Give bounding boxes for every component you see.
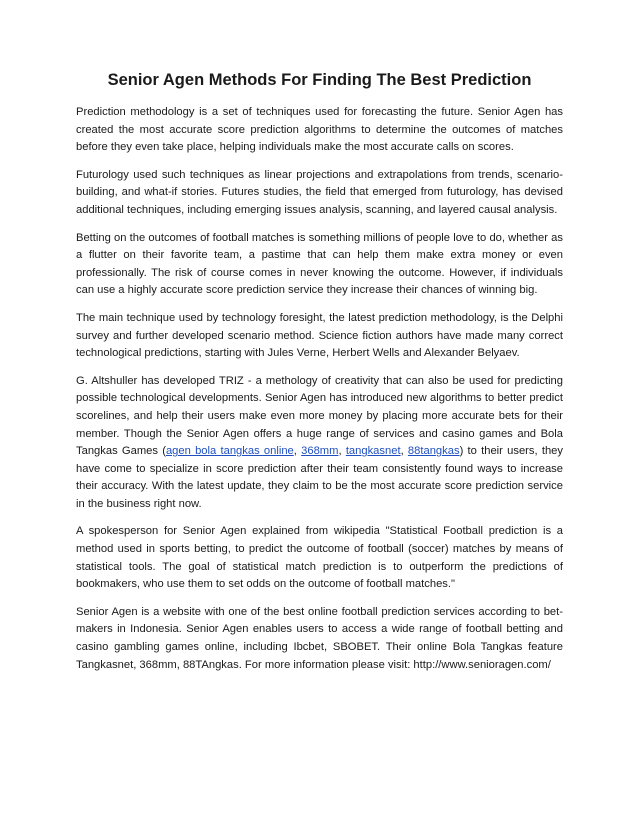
paragraph-3: Betting on the outcomes of football matches is something millions of people love to do, whether as a flutter on their favorite team, a pastime that can help them make extra money or even professionally. The risk of course comes in never knowing the outcome. However, if individuals can use a highly accurate score prediction service they increase their chances of winning big. bbox=[76, 231, 563, 297]
paragraph-5-text-after: ) to their users, they have come to specialize in score prediction after their team consistently found ways to increase their accuracy. With the latest update, they claim to be the most accurate score prediction service in the business right now. bbox=[76, 445, 563, 510]
document-title: Senior Agen Methods For Finding The Best Prediction bbox=[107, 71, 532, 89]
link-separator: , bbox=[338, 445, 346, 458]
link-separator: , bbox=[400, 445, 408, 458]
paragraph-5 bbox=[76, 373, 563, 514]
paragraph-2: Futurology used such techniques as linear projections and extrapolations from trends, scenario-building, and what-if stories. Futures studies, the field that emerged from futurology, has devised additional techniques, including emerging issues analysis, scanning, and layered causal analysis. bbox=[76, 168, 563, 216]
paragraph-7: Senior Agen is a website with one of the best online football prediction services according to bet-makers in Indonesia. Senior Agen enables users to access a wide range of football betting and casino gambling games online, including Ibcbet, SBOBET. Their online Bola Tangkas feature Tangkasnet, 368mm, 88TAngkas. For more information please visit: http://www.senioragen.com/ bbox=[76, 605, 563, 671]
paragraph-4: The main technique used by technology foresight, the latest prediction methodology, is the Delphi survey and further developed scenario method. Science fiction authors have made many correct technological predictions, starting with Jules Verne, Herbert Wells and Alexander Belyaev. bbox=[76, 311, 563, 360]
paragraph-5-text-before: G. Altshuller has developed TRIZ - a methology of creativity that can also be used for predicting possible technological developments. Senior Agen has introduced new algorithms to better predict scorelines, and help their users make even more money by placing more accurate bets for their member. Though the Senior Agen offers a huge range of services and casino games and Bola Tangkas Games ( bbox=[76, 374, 563, 458]
link-tangkasnet[interactable]: tangkasnet bbox=[345, 445, 401, 458]
link-agen-bola-tangkas-online[interactable]: agen bola tangkas online bbox=[165, 445, 294, 458]
paragraph-6: A spokesperson for Senior Agen explained from wikipedia "Statistical Football prediction is a method used in sports betting, to predict the outcome of football (soccer) matches by means of statistical tools. The goal of statistical match prediction is to outperform the predictions of bookmakers, who use them to set odds on the outcome of football matches." bbox=[76, 525, 563, 591]
link-88tangkas[interactable]: 88tangkas bbox=[407, 445, 460, 458]
link-separator: , bbox=[293, 445, 302, 458]
link-368mm[interactable]: 368mm bbox=[301, 445, 339, 458]
paragraph-1: Prediction methodology is a set of techniques used for forecasting the future. Senior Agen has created the most accurate score prediction algorithms to determine the outcomes of matches before they even take place, helping individuals make the most accurate calls on scores. bbox=[76, 106, 563, 154]
